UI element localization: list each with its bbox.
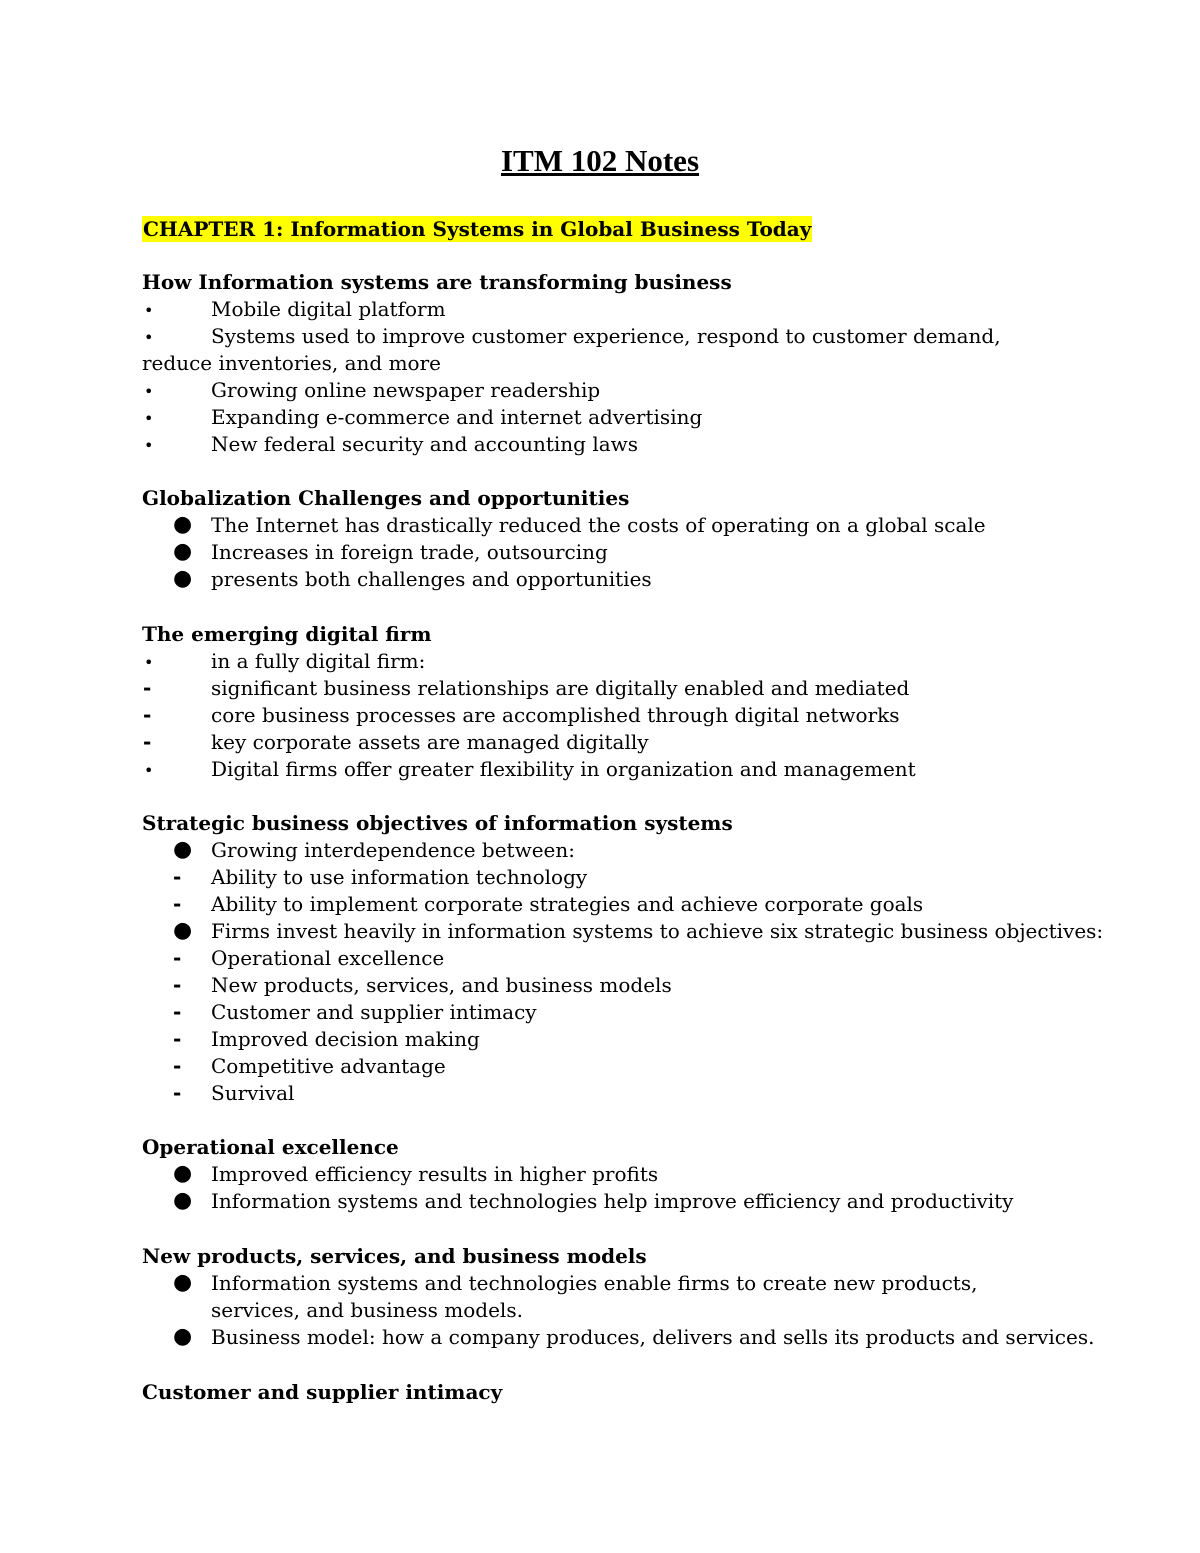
list-item-text: Business model: how a company produces, delivers and sells its products and services.: [211, 1325, 1095, 1349]
list-item-text: New products, services, and business models: [211, 973, 672, 997]
section-digital-firm: [142, 621, 1072, 783]
list-item-text: Ability to use information technology: [211, 865, 588, 889]
section-heading: Globalization Challenges and opportunities: [142, 486, 630, 510]
list-item: [142, 891, 1072, 918]
list-item-text: The Internet has drastically reduced the costs of operating on a global scale: [211, 513, 986, 537]
list-item-text: Operational excellence: [211, 946, 445, 970]
list-item: [142, 1053, 1072, 1080]
list-item-text: significant business relationships are digitally enabled and mediated: [211, 676, 910, 700]
list-item: [142, 512, 1072, 539]
section-operational-excellence: [142, 1134, 1072, 1215]
list-item: [142, 296, 1072, 323]
dash-marker: -: [173, 1054, 182, 1078]
bullet-marker: •: [144, 436, 154, 455]
list-item-text: Mobile digital platform: [211, 297, 446, 321]
dash-marker: -: [173, 892, 182, 916]
list-item: [142, 729, 1072, 756]
list-item: [142, 1161, 1072, 1188]
bullet-marker: •: [144, 328, 154, 347]
bullet-marker: ●: [173, 1324, 193, 1349]
list-item-text: core business processes are accomplished through digital networks: [211, 703, 900, 727]
bullet-marker: ●: [173, 918, 193, 943]
bullet-marker: ●: [173, 539, 193, 564]
list-item: [142, 1324, 1095, 1351]
list-item: [142, 1270, 1072, 1324]
bullet-marker: •: [144, 653, 154, 672]
section-new-products: [142, 1243, 1095, 1351]
chapter-heading: CHAPTER 1: Information Systems in Global Business Today: [143, 217, 812, 241]
list-item: [142, 918, 1104, 945]
bullet-marker: •: [144, 409, 154, 428]
list-item-text: Competitive advantage: [211, 1054, 446, 1078]
section-heading: New products, services, and business models: [142, 1244, 647, 1268]
dash-marker: -: [143, 676, 152, 700]
bullet-marker: •: [144, 382, 154, 401]
list-item-text: Information systems and technologies enable firms to create new products, services, and business models.: [211, 1271, 978, 1322]
list-item: [142, 377, 1072, 404]
bullet-marker: ●: [173, 1270, 193, 1295]
list-item-text: key corporate assets are managed digitally: [211, 730, 649, 754]
dash-marker: -: [173, 973, 182, 997]
bullet-marker: ●: [173, 566, 193, 591]
list-item: [142, 837, 1072, 864]
list-item-text: Firms invest heavily in information systems to achieve six strategic business objectives:: [211, 919, 1104, 943]
bullet-marker: ●: [173, 1188, 193, 1213]
dash-marker: -: [143, 703, 152, 727]
list-item-text: Improved efficiency results in higher profits: [211, 1162, 659, 1186]
list-item: [142, 404, 1072, 431]
list-item: [142, 431, 1072, 458]
list-item: [142, 756, 1072, 783]
page-title: ITM 102 Notes: [500, 143, 700, 178]
list-item: [142, 1080, 1072, 1107]
list-item-text: Systems used to improve customer experience, respond to customer demand, reduce inventories, and more: [142, 324, 1001, 375]
list-item-text: Expanding e-commerce and internet advertising: [211, 405, 703, 429]
list-item-text: Digital firms offer greater flexibility in organization and management: [211, 757, 916, 781]
dash-marker: -: [173, 865, 182, 889]
list-item-text: Growing online newspaper readership: [211, 378, 601, 402]
section-customer-supplier: [142, 1379, 1072, 1406]
list-item: [142, 972, 1072, 999]
list-item: [142, 702, 1072, 729]
list-item-text: Customer and supplier intimacy: [211, 1000, 537, 1024]
list-item: [142, 539, 1072, 566]
section-heading: The emerging digital firm: [142, 622, 432, 646]
section-heading: Strategic business objectives of information systems: [142, 811, 733, 835]
section-strategic-objectives: [142, 810, 1104, 1107]
section-heading: How Information systems are transforming business: [142, 270, 732, 294]
list-item-text: Increases in foreign trade, outsourcing: [211, 540, 608, 564]
bullet-marker: ●: [173, 1161, 193, 1186]
bullet-marker: ●: [173, 512, 193, 537]
bullet-marker: ●: [173, 837, 193, 862]
dash-marker: -: [173, 946, 182, 970]
section-transforming-business: [142, 269, 1072, 458]
list-item: [142, 864, 1072, 891]
list-item-text: in a fully digital firm:: [211, 649, 426, 673]
list-item-text: Information systems and technologies help improve efficiency and productivity: [211, 1189, 1014, 1213]
dash-marker: -: [173, 1081, 182, 1105]
section-heading: Operational excellence: [142, 1135, 399, 1159]
list-item-text: Growing interdependence between:: [211, 838, 576, 862]
list-item-text: Survival: [211, 1081, 295, 1105]
list-item: [142, 1026, 1072, 1053]
list-item-text: Ability to implement corporate strategies and achieve corporate goals: [211, 892, 924, 916]
section-globalization: [142, 485, 1072, 593]
list-item: [142, 945, 1072, 972]
list-item: [142, 999, 1072, 1026]
dash-marker: -: [173, 1000, 182, 1024]
list-item-text: New federal security and accounting laws: [211, 432, 639, 456]
dash-marker: -: [173, 1027, 182, 1051]
bullet-marker: •: [144, 761, 154, 780]
bullet-marker: •: [144, 301, 154, 320]
list-item: [142, 648, 1072, 675]
list-item-text: presents both challenges and opportunities: [211, 567, 652, 591]
list-item: [142, 1188, 1072, 1215]
list-item-text: Improved decision making: [211, 1027, 480, 1051]
list-item: [142, 323, 1072, 377]
list-item: [142, 675, 1072, 702]
section-heading: Customer and supplier intimacy: [142, 1380, 503, 1404]
list-item: [142, 566, 1072, 593]
dash-marker: -: [143, 730, 152, 754]
